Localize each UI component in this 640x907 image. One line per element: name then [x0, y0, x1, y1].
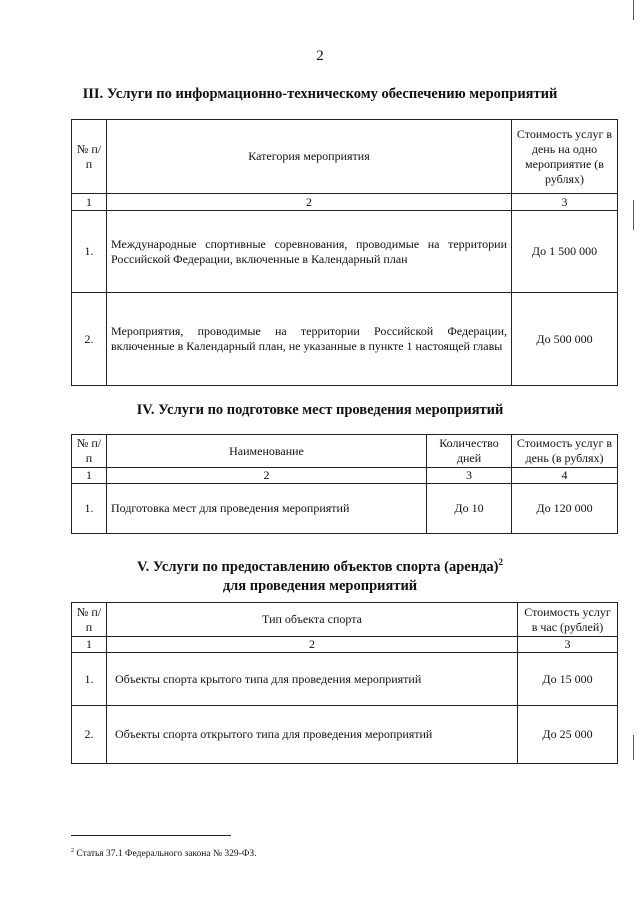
section-3-heading: III. Услуги по информационно-техническому обеспечению мероприятий — [82, 86, 558, 102]
scan-edge-mark — [633, 735, 634, 760]
row-num: 1. — [72, 653, 107, 706]
table-index-row — [72, 637, 618, 653]
header-num: № п/п — [72, 603, 107, 637]
index-cell: 2 — [107, 194, 512, 211]
header-num: № п/п — [72, 120, 107, 194]
index-cell: 3 — [512, 194, 618, 211]
table-index-row — [72, 468, 618, 484]
table-row — [72, 293, 618, 386]
table-header-row — [72, 120, 618, 194]
table-header-row — [72, 435, 618, 468]
row-num: 1. — [72, 484, 107, 534]
page-number: 2 — [316, 48, 324, 64]
section-5-heading-line2: для проведения мероприятий — [222, 577, 418, 594]
header-cost: Стоимость услуг в день (в рублях) — [512, 435, 618, 468]
footnote-mark: 2 — [71, 848, 74, 854]
header-name: Наименование — [107, 435, 427, 468]
header-category: Категория мероприятия — [107, 120, 512, 194]
footnote — [71, 848, 256, 859]
section-4-heading: IV. Услуги по подготовке мест проведения мероприятий — [136, 402, 504, 418]
row-cost: До 120 000 — [512, 484, 618, 534]
section-5-heading — [0, 553, 640, 596]
row-cost: До 15 000 — [518, 653, 618, 706]
table-row — [72, 653, 618, 706]
section-5-heading-line1: V. Услуги по предоставлению объектов спорта (аренда) — [137, 558, 499, 575]
index-cell: 1 — [72, 468, 107, 484]
index-cell: 3 — [518, 637, 618, 653]
row-text: Международные спортивные соревнования, проводимые на территории Российской Федерации, включенные в Календарный план — [107, 211, 512, 293]
header-num: № п/п — [72, 435, 107, 468]
table-index-row — [72, 194, 618, 211]
row-text: Мероприятия, проводимые на территории Российской Федерации, включенные в Календарный план, не указанные в пункте 1 настоящей главы — [107, 293, 512, 386]
index-cell: 1 — [72, 637, 107, 653]
table-row — [72, 706, 618, 764]
row-num: 1. — [72, 211, 107, 293]
row-qty: До 10 — [427, 484, 512, 534]
index-cell: 2 — [107, 637, 518, 653]
row-cost: До 500 000 — [512, 293, 618, 386]
scan-edge-mark — [633, 0, 634, 20]
footnote-divider — [71, 835, 231, 836]
section-5-table — [71, 602, 618, 764]
table-row — [72, 211, 618, 293]
header-cost: Стоимость услуг в час (рублей) — [518, 603, 618, 637]
row-text: Объекты спорта открытого типа для проведения мероприятий — [107, 706, 518, 764]
section-4-table — [71, 434, 618, 534]
row-cost: До 25 000 — [518, 706, 618, 764]
row-text: Подготовка мест для проведения мероприятий — [107, 484, 427, 534]
header-cost: Стоимость услуг в день на одно мероприятие (в рублях) — [512, 120, 618, 194]
row-text: Объекты спорта крытого типа для проведения мероприятий — [107, 653, 518, 706]
footnote-ref: 2 — [498, 557, 503, 567]
row-num: 2. — [72, 706, 107, 764]
index-cell: 2 — [107, 468, 427, 484]
scan-edge-mark — [633, 200, 634, 230]
table-header-row — [72, 603, 618, 637]
row-cost: До 1 500 000 — [512, 211, 618, 293]
index-cell: 1 — [72, 194, 107, 211]
index-cell: 4 — [512, 468, 618, 484]
section-3-table — [71, 119, 618, 386]
header-qty: Количество дней — [427, 435, 512, 468]
header-type: Тип объекта спорта — [107, 603, 518, 637]
row-num: 2. — [72, 293, 107, 386]
index-cell: 3 — [427, 468, 512, 484]
table-row — [72, 484, 618, 534]
footnote-text: Статья 37.1 Федерального закона № 329-ФЗ. — [76, 849, 257, 860]
